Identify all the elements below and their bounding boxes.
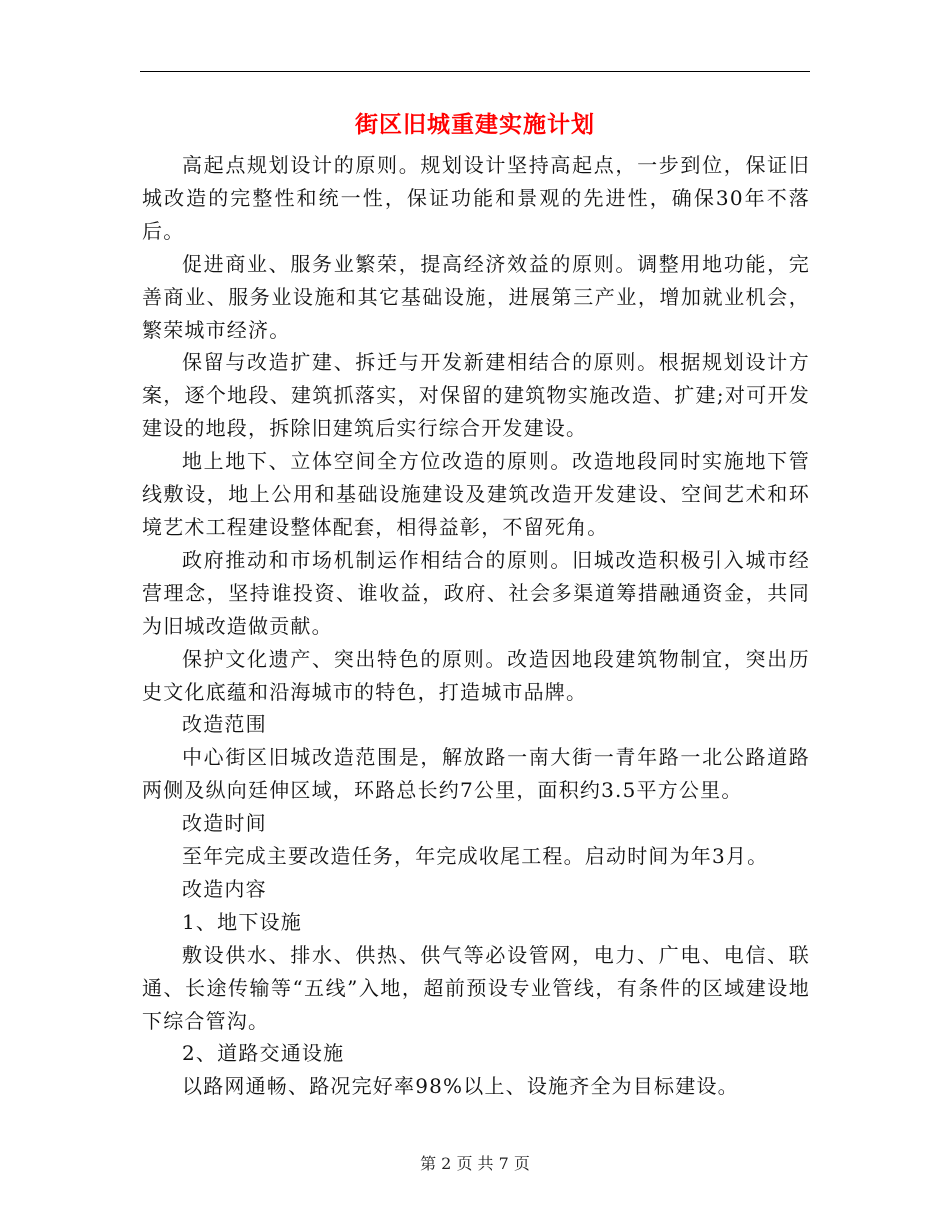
- subsection-heading: 1、地下设施: [182, 909, 302, 934]
- page-number-footer: 第 2 页 共 7 页: [420, 1154, 530, 1173]
- subsection-heading: 2、道路交通设施: [182, 1041, 345, 1066]
- paragraph: 至年完成主要改造任务，年完成收尾工程。启动时间为年3月。: [182, 844, 769, 869]
- paragraph: 促进商业、服务业繁荣，提高经济效益的原则。调整用地功能，完善商业、服务业设施和其它基础设施，进展第三产业，增加就业机会，繁荣城市经济。: [142, 251, 810, 342]
- section-heading: 改造范围: [182, 712, 267, 737]
- section-heading: 改造内容: [182, 876, 267, 901]
- paragraph: 保留与改造扩建、拆迁与开发新建相结合的原则。根据规划设计方案，逐个地段、建筑抓落实，对保留的建筑物实施改造、扩建;对可开发建设的地段，拆除旧建筑后实行综合开发建设。: [142, 350, 810, 441]
- paragraph: 保护文化遗产、突出特色的原则。改造因地段建筑物制宜，突出历史文化底蕴和沿海城市的特色，打造城市品牌。: [142, 646, 810, 704]
- paragraph: 中心街区旧城改造范围是，解放路一南大街一青年路一北公路道路两侧及纵向廷伸区域，环路总长约7公里，面积约3.5平方公里。: [142, 745, 810, 803]
- paragraph: 高起点规划设计的原则。规划设计坚持高起点，一步到位，保证旧城改造的完整性和统一性，保证功能和景观的先进性，确保30年不落后。: [142, 153, 810, 243]
- document-title: 街区旧城重建实施计划: [355, 112, 595, 138]
- paragraph: 以路网通畅、路况完好率98%以上、设施齐全为目标建设。: [182, 1074, 739, 1099]
- document-body: [142, 149, 810, 1103]
- paragraph: 敷设供水、排水、供热、供气等必设管网，电力、广电、电信、联通、长途传输等“五线”入地，超前预设专业管线，有条件的区域建设地下综合管沟。: [142, 942, 810, 1033]
- section-heading: 改造时间: [182, 811, 267, 836]
- header-rule: [140, 71, 810, 72]
- paragraph: 地上地下、立体空间全方位改造的原则。改造地段同时实施地下管线敷设，地上公用和基础设施建设及建筑改造开发建设、空间艺术和环境艺术工程建设整体配套，相得益彰，不留死角。: [142, 449, 810, 539]
- paragraph: 政府推动和市场机制运作相结合的原则。旧城改造积极引入城市经营理念，坚持谁投资、谁收益，政府、社会多渠道筹措融通资金，共同为旧城改造做贡献。: [142, 547, 810, 638]
